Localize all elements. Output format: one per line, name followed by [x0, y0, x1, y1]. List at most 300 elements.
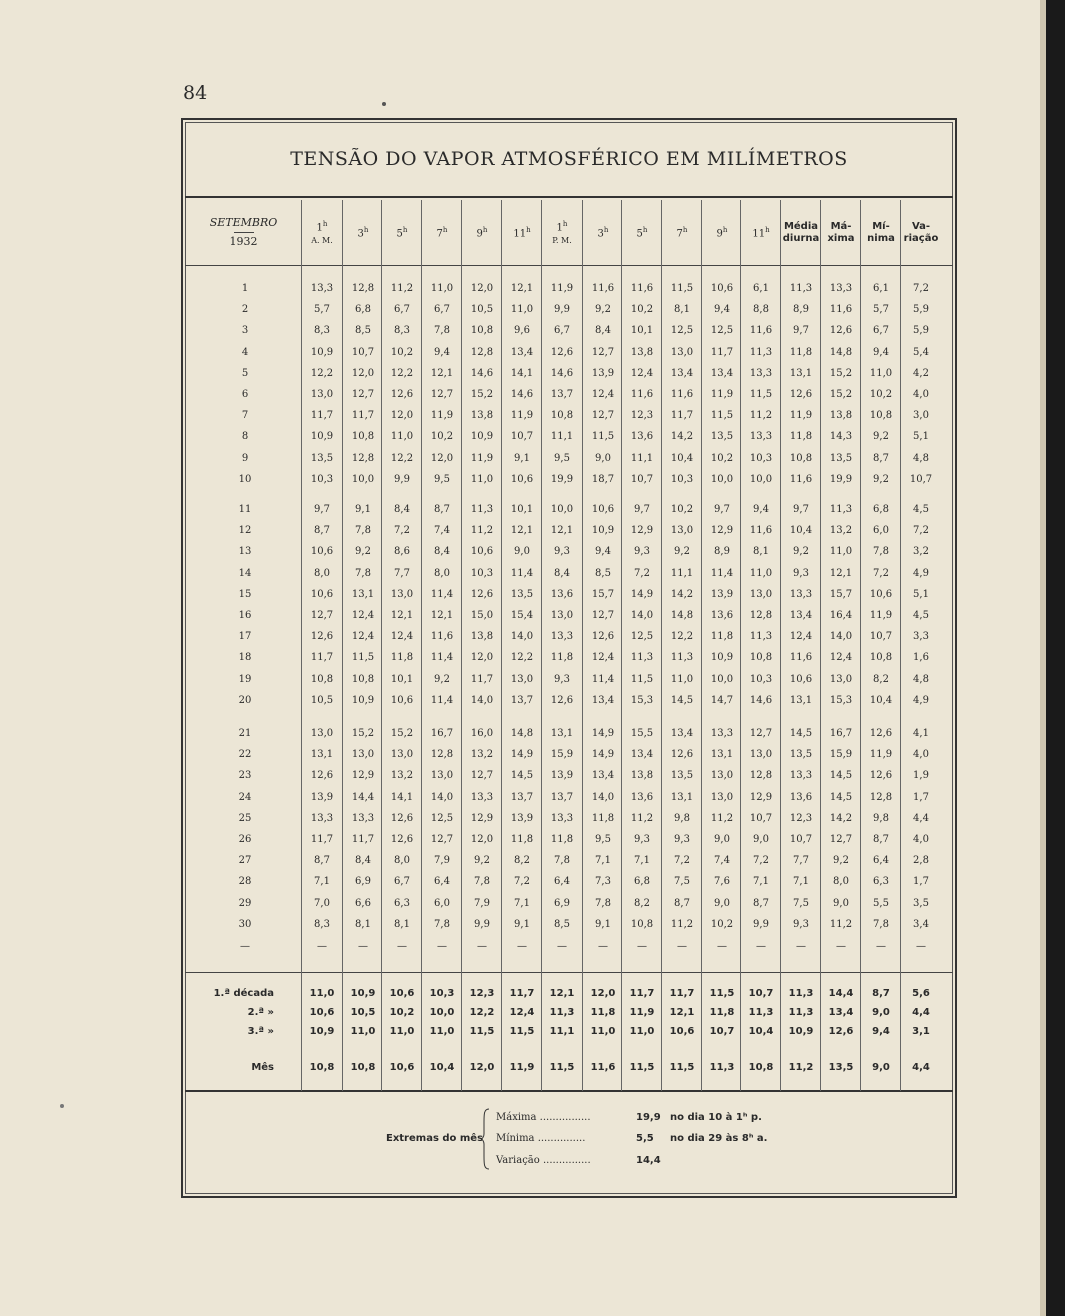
column-divider: [740, 200, 741, 1091]
table-cell: 11,8: [550, 652, 574, 664]
summary-cell: 10,2: [389, 1007, 415, 1018]
table-cell: 11,8: [510, 834, 534, 845]
table-cell: 4,0: [913, 834, 929, 845]
table-cell: 6,7: [554, 325, 570, 337]
table-cell: 10,2: [670, 504, 694, 515]
summary-cell: 11,8: [590, 1007, 616, 1018]
table-cell: 8,6: [394, 546, 410, 558]
header-hour-number: 5: [636, 228, 643, 240]
table-cell: 10,4: [869, 694, 893, 706]
table-cell: 14,8: [670, 610, 694, 621]
table-cell: 6,0: [873, 525, 889, 537]
table-cell: 1,7: [913, 876, 929, 888]
table-cell: 10,7: [510, 431, 534, 443]
summary-cell: 11,6: [590, 1062, 616, 1073]
day-number: 23: [238, 770, 252, 782]
table-cell: 13,4: [670, 367, 694, 379]
table-cell: 9,8: [674, 812, 690, 824]
day-number: 1: [241, 283, 249, 294]
table-cell: 7,6: [714, 876, 730, 888]
table-cell: 14,5: [789, 728, 813, 739]
table-cell: 9,0: [833, 897, 849, 909]
table-cell: 3,5: [913, 897, 929, 909]
table-cell: 14,7: [710, 694, 734, 706]
table-cell: 7,8: [595, 897, 611, 909]
header-hour-number: 7: [436, 228, 443, 240]
table-cell: 6,7: [394, 304, 410, 316]
table-cell: 9,7: [714, 504, 730, 515]
table-cell: 11,5: [670, 283, 694, 294]
table-cell: 12,1: [430, 610, 454, 621]
table-cell: 12,1: [390, 610, 414, 621]
table-cell: 14,6: [550, 367, 574, 379]
header-hour-number: 11: [752, 228, 766, 240]
summary-cell: 11,0: [590, 1026, 616, 1037]
ink-dot: [382, 102, 386, 106]
table-cell: 4,2: [913, 367, 929, 379]
table-cell: 11,3: [749, 346, 773, 358]
table-cell: 10,7: [869, 631, 893, 643]
table-cell: 8,9: [714, 546, 730, 558]
table-cell: 10,2: [710, 918, 734, 930]
table-cell: 6,1: [753, 283, 769, 294]
table-cell: 6,0: [434, 897, 450, 909]
extreme-variacao-label: Variação ...............: [496, 1155, 591, 1166]
table-cell: 12,6: [670, 749, 694, 761]
table-cell: 4,1: [913, 728, 929, 739]
table-cell: 8,9: [793, 304, 809, 316]
table-cell: 12,4: [630, 367, 654, 379]
table-cell: 13,1: [670, 791, 694, 803]
header-stat-line1: Va-: [911, 220, 931, 232]
header-stat-line2: nima: [867, 232, 895, 244]
table-cell: 15,0: [470, 610, 494, 621]
table-cell: 11,8: [789, 431, 813, 443]
table-cell: 4,9: [913, 567, 929, 579]
table-cell: 11,3: [789, 283, 813, 294]
column-divider: [780, 200, 781, 1091]
table-cell: 12,9: [630, 525, 654, 537]
table-cell: 11,7: [310, 410, 334, 422]
summary-cell: 9,4: [872, 1026, 890, 1037]
table-cell: 8,7: [314, 525, 330, 537]
header-hour-sup: h: [682, 226, 688, 235]
table-cell: 10,0: [550, 504, 574, 515]
table-cell: 7,2: [873, 567, 889, 579]
table-cell: 7,2: [913, 283, 929, 294]
table-cell: 7,9: [434, 855, 450, 867]
table-cell: 12,6: [390, 812, 414, 824]
table-cell: 9,6: [514, 325, 530, 337]
table-cell: 7,1: [634, 855, 650, 867]
table-cell: 13,1: [310, 749, 334, 761]
table-cell: 13,0: [670, 525, 694, 537]
table-cell: 10,6: [310, 588, 334, 600]
summary-cell: 11,5: [669, 1062, 695, 1073]
table-cell: 10,8: [310, 673, 334, 685]
table-cell: 9,0: [714, 897, 730, 909]
summary-cell: 10,9: [309, 1026, 335, 1037]
table-cell: 13,6: [789, 791, 813, 803]
table-cell: 13,5: [670, 770, 694, 782]
title-divider: [185, 196, 953, 198]
table-cell: 11,6: [789, 473, 813, 485]
table-cell: 8,3: [394, 325, 410, 337]
header-hour-number: 3: [597, 228, 604, 240]
table-cell: 14,0: [630, 610, 654, 621]
table-cell: 12,6: [310, 631, 334, 643]
table-cell: 12,5: [670, 325, 694, 337]
table-cell: 13,3: [310, 283, 334, 294]
table-cell: 13,7: [510, 694, 534, 706]
summary-cell: 11,0: [350, 1026, 376, 1037]
dash-mark: —: [876, 941, 886, 952]
table-cell: 11,0: [510, 304, 534, 316]
table-cell: 11,9: [550, 283, 574, 294]
table-cell: 11,5: [749, 389, 773, 400]
table-cell: 13,0: [510, 673, 534, 685]
table-cell: 8,0: [314, 567, 330, 579]
table-cell: 11,9: [510, 410, 534, 422]
table-cell: 12,9: [470, 812, 494, 824]
header-hour-sup: h: [722, 226, 728, 235]
summary-cell: 11,0: [309, 988, 335, 999]
table-cell: 12,0: [430, 452, 454, 464]
table-cell: 9,7: [314, 504, 330, 515]
table-cell: 14,0: [510, 631, 534, 643]
table-cell: 10,6: [869, 588, 893, 600]
table-cell: 11,6: [829, 304, 853, 316]
summary-cell: 11,3: [549, 1007, 575, 1018]
table-cell: 10,9: [591, 525, 615, 537]
table-cell: 11,3: [749, 631, 773, 643]
table-cell: 5,7: [314, 304, 330, 316]
table-cell: 19,9: [550, 473, 574, 485]
table-cell: 11,5: [630, 673, 654, 685]
table-cell: 9,0: [714, 834, 730, 845]
table-cell: 14,2: [670, 431, 694, 443]
table-cell: 14,8: [510, 728, 534, 739]
table-cell: 13,0: [390, 588, 414, 600]
table-cell: 13,1: [550, 728, 574, 739]
day-number: 5: [241, 367, 249, 379]
day-number: 21: [238, 728, 252, 739]
table-cell: 8,8: [753, 304, 769, 316]
table-cell: 14,1: [390, 791, 414, 803]
table-cell: 13,2: [470, 749, 494, 761]
table-cell: 9,4: [434, 346, 450, 358]
table-cell: 12,7: [430, 834, 454, 845]
table-cell: 10,9: [470, 431, 494, 443]
day-number: 6: [241, 389, 249, 400]
table-cell: 11,4: [710, 567, 734, 579]
table-cell: 13,0: [749, 749, 773, 761]
dash-mark: —: [637, 941, 647, 952]
table-cell: 13,9: [591, 367, 615, 379]
table-cell: 5,9: [913, 304, 929, 316]
table-cell: 13,4: [510, 346, 534, 358]
header-stat-line2: xima: [827, 232, 855, 244]
summary-cell: 12,3: [469, 988, 495, 999]
table-cell: 10,6: [390, 694, 414, 706]
table-cell: 10,7: [909, 473, 933, 485]
table-cell: 12,4: [829, 652, 853, 664]
table-cell: 11,0: [470, 473, 494, 485]
table-cell: 13,1: [789, 367, 813, 379]
table-cell: 13,3: [789, 588, 813, 600]
summary-cell: 12,6: [828, 1026, 854, 1037]
day-number: 7: [241, 410, 249, 422]
table-cell: 15,2: [351, 728, 375, 739]
table-cell: 13,1: [351, 588, 375, 600]
summary-label: Mês: [251, 1062, 274, 1073]
day-number: 17: [238, 631, 252, 643]
table-cell: 14,5: [829, 770, 853, 782]
table-cell: 4,9: [913, 694, 929, 706]
table-cell: 7,8: [434, 325, 450, 337]
table-cell: 8,0: [833, 876, 849, 888]
table-cell: 11,7: [710, 346, 734, 358]
dash-mark: —: [717, 941, 727, 952]
table-cell: 10,1: [630, 325, 654, 337]
extreme-minima-label: Mínima ...............: [496, 1133, 586, 1144]
table-cell: 13,6: [550, 588, 574, 600]
table-cell: 7,2: [913, 525, 929, 537]
table-cell: 9,1: [595, 918, 611, 930]
table-cell: 6,9: [355, 876, 371, 888]
table-cell: 10,2: [430, 431, 454, 443]
table-cell: 10,2: [710, 452, 734, 464]
header-hour-label: [598, 224, 609, 240]
table-cell: 10,3: [749, 452, 773, 464]
table-cell: 7,2: [634, 567, 650, 579]
table-cell: 12,4: [351, 631, 375, 643]
table-cell: 13,4: [670, 728, 694, 739]
summary-cell: 8,7: [872, 988, 890, 999]
table-cell: 13,0: [390, 749, 414, 761]
table-cell: 10,6: [510, 473, 534, 485]
table-cell: 3,2: [913, 546, 929, 558]
page-number: 84: [183, 82, 208, 104]
summary-cell: 11,3: [748, 1007, 774, 1018]
table-cell: 3,0: [913, 410, 929, 422]
table-cell: 13,0: [430, 770, 454, 782]
column-divider: [900, 200, 901, 1091]
table-cell: 12,7: [591, 346, 615, 358]
table-cell: 11,6: [430, 631, 454, 643]
summary-cell: 10,9: [350, 988, 376, 999]
header-hour-label: [677, 224, 688, 240]
header-hour-1: [343, 200, 383, 265]
column-divider: [501, 200, 502, 1091]
table-cell: 11,5: [591, 431, 615, 443]
table-cell: 12,0: [351, 367, 375, 379]
table-cell: 13,8: [470, 410, 494, 422]
header-hour-label: [397, 224, 408, 240]
table-cell: 9,1: [355, 504, 371, 515]
table-cell: 4,8: [913, 673, 929, 685]
table-cell: 14,0: [430, 791, 454, 803]
table-cell: 13,7: [550, 791, 574, 803]
table-cell: 8,4: [434, 546, 450, 558]
table-cell: 11,3: [470, 504, 494, 515]
table-cell: 8,5: [595, 567, 611, 579]
header-hour-sup: h: [765, 226, 770, 235]
table-cell: 10,1: [390, 673, 414, 685]
summary-cell: 11,9: [629, 1007, 655, 1018]
header-hour-period: P. M.: [552, 235, 572, 245]
day-number: 27: [238, 855, 252, 867]
table-cell: 12,1: [510, 525, 534, 537]
extreme-minima-detail: no dia 29 às 8ʰ a.: [670, 1133, 768, 1144]
table-cell: 13,0: [710, 791, 734, 803]
table-cell: 11,2: [829, 918, 853, 930]
table-cell: 15,2: [829, 367, 853, 379]
table-cell: 13,2: [390, 770, 414, 782]
table-cell: 15,2: [829, 389, 853, 400]
table-cell: 11,7: [310, 652, 334, 664]
dash-mark: —: [557, 941, 567, 952]
table-cell: 8,7: [674, 897, 690, 909]
header-hour-sup: h: [603, 226, 609, 235]
table-cell: 12,4: [591, 389, 615, 400]
header-hour-label: [557, 218, 568, 234]
table-cell: 14,6: [470, 367, 494, 379]
table-cell: 13,9: [550, 770, 574, 782]
table-cell: 9,3: [793, 567, 809, 579]
table-cell: 9,7: [793, 325, 809, 337]
table-cell: 14,0: [591, 791, 615, 803]
summary-cell: 11,9: [509, 1062, 535, 1073]
table-cell: 11,4: [430, 652, 454, 664]
table-cell: 12,7: [351, 389, 375, 400]
table-cell: 9,7: [793, 504, 809, 515]
table-cell: 15,4: [510, 610, 534, 621]
table-cell: 7,8: [873, 918, 889, 930]
summary-cell: 5,6: [912, 988, 930, 999]
table-cell: 11,8: [390, 652, 414, 664]
summary-cell: 12,2: [469, 1007, 495, 1018]
day-number: 10: [238, 473, 252, 485]
day-number: 16: [238, 610, 252, 621]
table-cell: 8,0: [394, 855, 410, 867]
summary-cell: 11,0: [389, 1026, 415, 1037]
table-cell: 15,7: [591, 588, 615, 600]
table-cell: 7,9: [474, 897, 490, 909]
table-cell: 9,5: [595, 834, 611, 845]
day-number: 12: [238, 525, 252, 537]
summary-cell: 10,5: [350, 1007, 376, 1018]
table-cell: 10,0: [710, 473, 734, 485]
table-cell: 12,1: [829, 567, 853, 579]
table-cell: 14,8: [829, 346, 853, 358]
table-cell: 12,8: [351, 452, 375, 464]
summary-cell: 11,1: [549, 1026, 575, 1037]
table-cell: 14,6: [749, 694, 773, 706]
table-cell: 10,5: [470, 304, 494, 316]
header-hour-number: 7: [676, 228, 683, 240]
summary-cell: 9,0: [872, 1007, 890, 1018]
table-cell: 12,6: [390, 389, 414, 400]
table-cell: 10,2: [630, 304, 654, 316]
table-cell: 10,7: [789, 834, 813, 845]
table-cell: 15,2: [470, 389, 494, 400]
table-cell: 14,3: [829, 431, 853, 443]
table-cell: 8,7: [873, 452, 889, 464]
summary-cell: 14,4: [828, 988, 854, 999]
table-cell: 16,4: [829, 610, 853, 621]
dash-mark: —: [240, 941, 250, 952]
table-cell: 9,5: [554, 452, 570, 464]
summary-cell: 10,8: [309, 1062, 335, 1073]
table-cell: 16,7: [829, 728, 853, 739]
table-cell: 13,9: [310, 791, 334, 803]
table-cell: 9,2: [595, 304, 611, 316]
table-cell: 7,2: [394, 525, 410, 537]
table-cell: 11,6: [630, 283, 654, 294]
table-cell: 12,9: [749, 791, 773, 803]
table-cell: 9,9: [394, 473, 410, 485]
column-divider: [381, 200, 382, 1091]
ink-dot: [60, 1104, 64, 1108]
table-cell: 10,4: [670, 452, 694, 464]
table-cell: 9,1: [514, 918, 530, 930]
table-cell: 11,4: [430, 694, 454, 706]
table-cell: 7,7: [394, 567, 410, 579]
table-cell: 14,4: [351, 791, 375, 803]
table-cell: 12,6: [550, 346, 574, 358]
table-cell: 10,6: [710, 283, 734, 294]
table-cell: 11,7: [670, 410, 694, 422]
table-cell: 9,3: [554, 673, 570, 685]
table-cell: 11,2: [710, 812, 734, 824]
table-cell: 13,3: [749, 367, 773, 379]
table-cell: 14,5: [670, 694, 694, 706]
dash-mark: —: [916, 941, 926, 952]
column-divider: [461, 200, 462, 1091]
table-cell: 7,5: [793, 897, 809, 909]
table-cell: 10,6: [591, 504, 615, 515]
day-number: 8: [241, 431, 249, 443]
header-hour-label: [317, 218, 328, 234]
table-cell: 13,4: [789, 610, 813, 621]
summary-cell: 11,0: [629, 1026, 655, 1037]
table-cell: 13,5: [310, 452, 334, 464]
table-cell: 11,1: [550, 431, 574, 443]
table-cell: 7,8: [355, 525, 371, 537]
table-cell: 11,3: [630, 652, 654, 664]
table-cell: 11,5: [710, 410, 734, 422]
dash-mark: —: [598, 941, 608, 952]
header-hour-10: [702, 200, 742, 265]
table-cell: 11,2: [470, 525, 494, 537]
summary-cell: 12,4: [509, 1007, 535, 1018]
summary-cell: 10,8: [748, 1062, 774, 1073]
table-cell: 6,7: [873, 325, 889, 337]
table-cell: 13,3: [749, 431, 773, 443]
table-cell: 12,7: [310, 610, 334, 621]
table-cell: 5,7: [873, 304, 889, 316]
header-hour-sup: h: [363, 226, 369, 235]
table-cell: 12,1: [430, 367, 454, 379]
extreme-maxima-detail: no dia 10 à 1ʰ p.: [670, 1112, 762, 1123]
table-cell: 11,9: [710, 389, 734, 400]
table-cell: 6,8: [634, 876, 650, 888]
summary-cell: 10,4: [748, 1026, 774, 1037]
table-cell: 10,8: [351, 673, 375, 685]
summary-cell: 11,3: [788, 988, 814, 999]
summary-cell: 11,5: [709, 988, 735, 999]
